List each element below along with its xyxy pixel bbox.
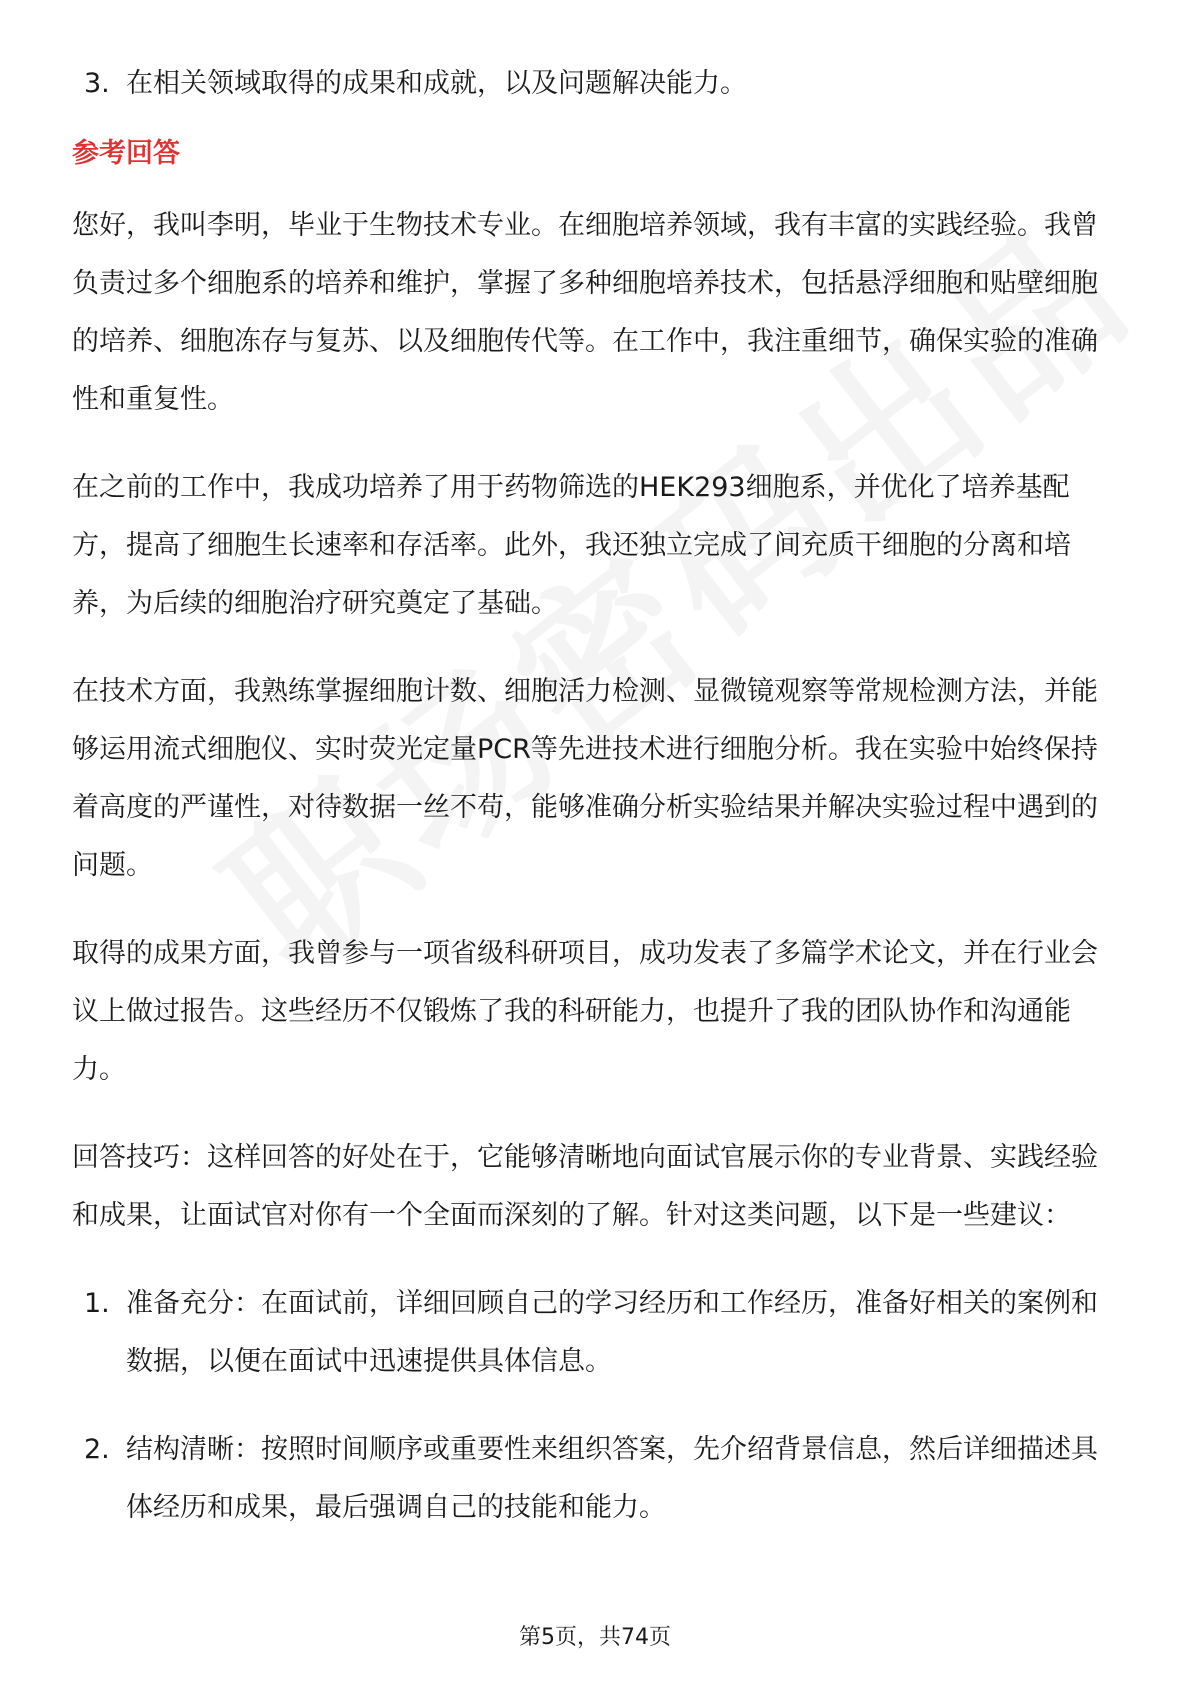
list-item-text: 准备充分：在面试前，详细回顾自己的学习经历和工作经历，准备好相关的案例和数据，以便在面试中迅速提供具体信息。 <box>126 1288 1098 1377</box>
list-number: 3. <box>84 68 110 99</box>
answer-paragraph-1: 您好，我叫李明，毕业于生物技术专业。在细胞培养领域，我有丰富的实践经验。我曾负责过多个细胞系的培养和维护，掌握了多种细胞培养技术，包括悬浮细胞和贴壁细胞的培养、细胞冻存与复苏、以及细胞传代等。在工作中，我注重细节，确保实验的准确性和重复性。 <box>72 210 1098 415</box>
tip-item-1 <box>72 1275 1118 1391</box>
list-item-text: 在相关领域取得的成果和成就，以及问题解决能力。 <box>126 68 747 99</box>
answer-paragraph-2: 在之前的工作中，我成功培养了用于药物筛选的HEK293细胞系，并优化了培养基配方，提高了细胞生长速率和存活率。此外，我还独立完成了间充质干细胞的分离和培养，为后续的细胞治疗研究奠定了基础。 <box>72 472 1071 619</box>
document-page <box>72 55 1118 1537</box>
list-number: 1. <box>84 1288 110 1319</box>
answer-paragraph-3: 在技术方面，我熟练掌握细胞计数、细胞活力检测、显微镜观察等常规检测方法，并能够运用流式细胞仪、实时荧光定量PCR等先进技术进行细胞分析。我在实验中始终保持着高度的严谨性，对待数据一丝不苟，能够准确分析实验结果并解决实验过程中遇到的问题。 <box>72 676 1098 881</box>
section-title: 参考回答 <box>72 138 180 169</box>
intro-list-item <box>72 55 1118 113</box>
tips-paragraph: 回答技巧：这样回答的好处在于，它能够清晰地向面试官展示你的专业背景、实践经验和成果，让面试官对你有一个全面而深刻的了解。针对这类问题，以下是一些建议： <box>72 1142 1098 1231</box>
list-number: 2. <box>84 1434 110 1465</box>
page-footer: 第5页，共74页 <box>519 1625 671 1650</box>
list-item-text: 结构清晰：按照时间顺序或重要性来组织答案，先介绍背景信息，然后详细描述具体经历和成果，最后强调自己的技能和能力。 <box>126 1434 1098 1523</box>
answer-paragraph-4: 取得的成果方面，我曾参与一项省级科研项目，成功发表了多篇学术论文，并在行业会议上做过报告。这些经历不仅锻炼了我的科研能力，也提升了我的团队协作和沟通能力。 <box>72 938 1098 1085</box>
tip-item-2 <box>72 1421 1118 1537</box>
